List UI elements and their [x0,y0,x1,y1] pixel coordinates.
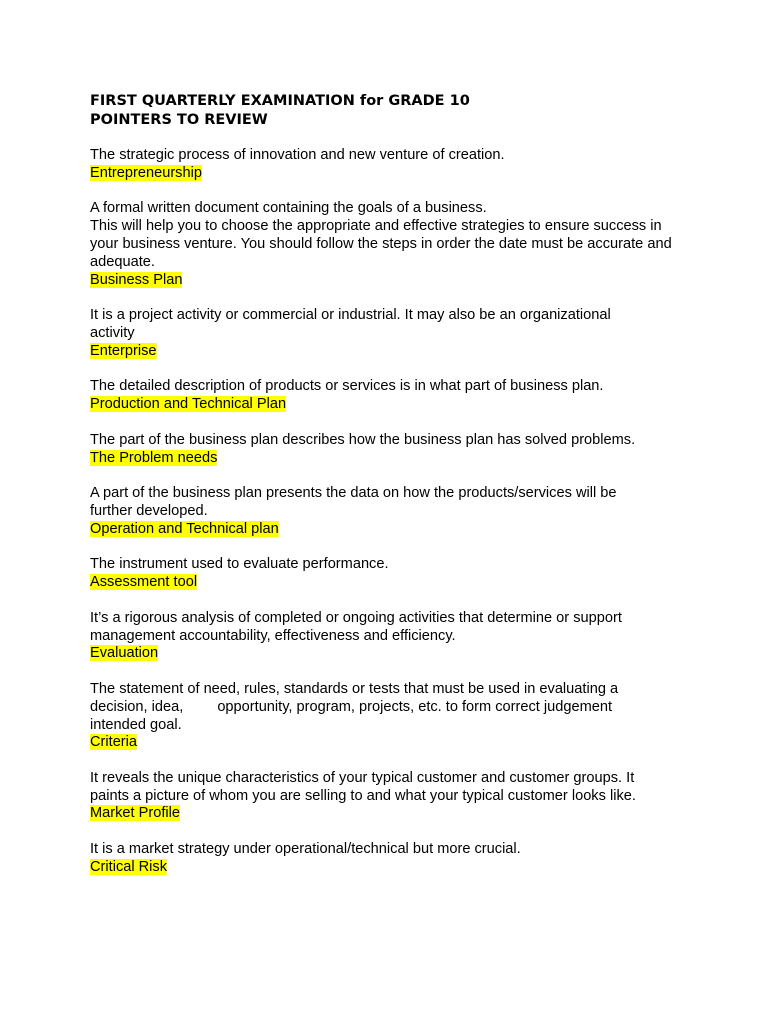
answer-highlight: Operation and Technical plan [90,520,279,537]
answer-highlight: Business Plan [90,271,183,288]
answer-highlight: Market Profile [90,805,181,822]
question-text: It is a project activity or commercial or industrial. It may also be an organizational activity [90,307,611,341]
question-text: The instrument used to evaluate performance. [90,556,389,573]
answer-highlight: Assessment tool [90,574,198,591]
answer-highlight: Entrepreneurship [90,164,202,181]
review-item [90,556,690,592]
answer-highlight: Enterprise [90,342,157,359]
answer-highlight: Criteria [90,734,138,751]
review-item [90,307,690,360]
question-text: The part of the business plan describes how the business plan has solved problems. [90,431,636,448]
document-title: FIRST QUARTERLY EXAMINATION for GRADE 10 [90,93,470,109]
answer-highlight: Evaluation [90,645,159,662]
question-text [90,681,650,734]
review-item [90,432,690,468]
review-item [90,485,690,538]
review-item [90,200,690,289]
review-item [90,841,690,877]
answer-highlight: The Problem needs [90,449,218,466]
document-page [90,92,690,894]
answer-highlight: Critical Risk [90,858,168,875]
document-header [90,92,690,130]
review-item [90,378,690,414]
answer-highlight: Production and Technical Plan [90,396,287,413]
review-item [90,770,690,823]
question-text: A formal written document containing the goals of a business. [90,200,487,217]
document-subtitle: POINTERS TO REVIEW [90,112,268,128]
question-text-part: opportunity, program, projects, etc. to form correct judgement intended goal. [90,698,613,733]
question-text: It’s a rigorous analysis of completed or ongoing activities that determine or support management accountability, effectiveness and efficiency. [90,609,622,644]
review-item [90,147,690,183]
question-text: It is a market strategy under operational/technical but more crucial. [90,841,521,858]
question-text: The strategic process of innovation and new venture of creation. [90,147,505,163]
question-text: It reveals the unique characteristics of your typical customer and customer groups. It paints a picture of whom you are selling to and what your typical customer looks like. [90,769,636,804]
question-text-continued: This will help you to choose the appropriate and effective strategies to ensure success in your business venture. You should follow the steps in order the date must be accurate and adequate. [90,218,672,270]
question-text-part: The statement of need, rules, standards or tests that must be used in evaluating a decision, idea, [90,680,619,715]
question-text: A part of the business plan presents the data on how the products/services will be further developed. [90,485,617,519]
review-items [90,147,690,877]
question-text: The detailed description of products or services is in what part of business plan. [90,378,604,395]
review-item [90,610,690,663]
review-item [90,681,690,752]
